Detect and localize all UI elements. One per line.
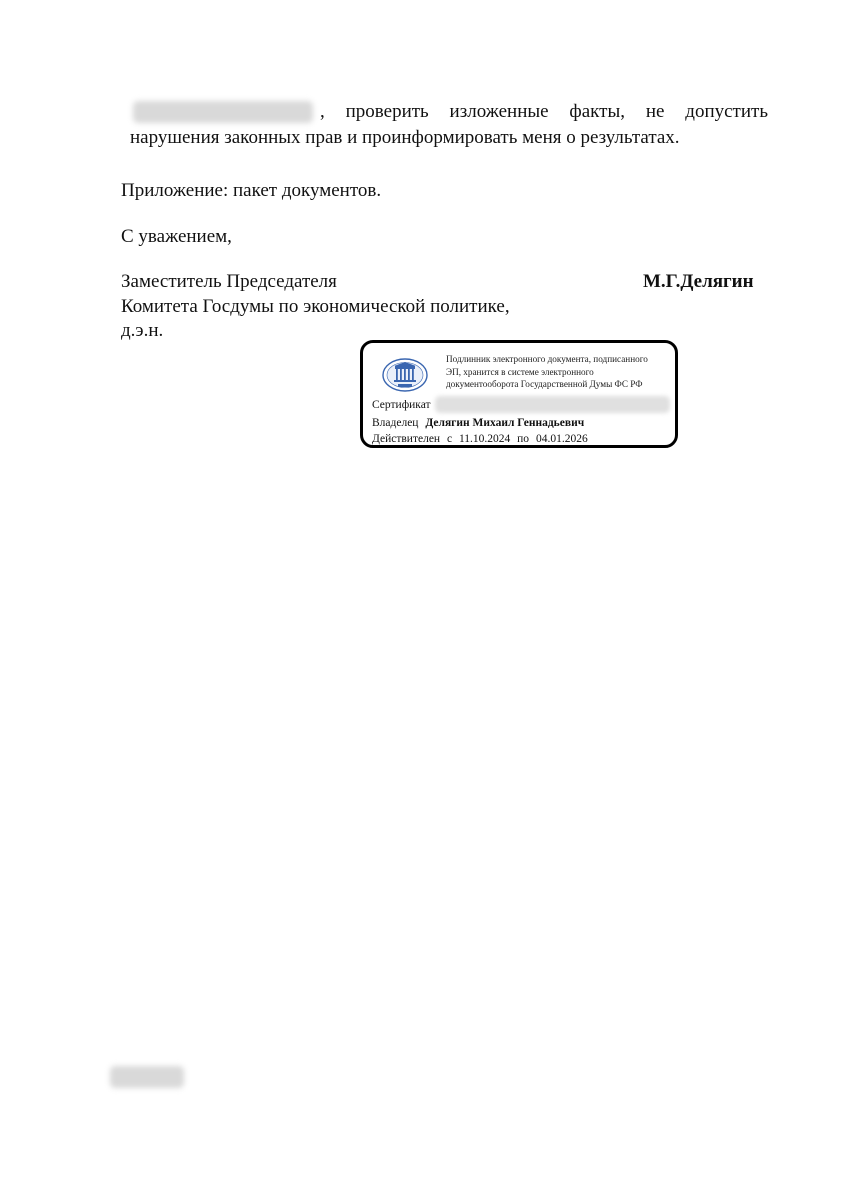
- stamp-validity-row: [372, 432, 588, 446]
- stamp-header-line-3: документооборота Государственной Думы ФС РФ: [446, 379, 643, 389]
- valid-to-prefix: по: [517, 433, 530, 445]
- owner-name: Делягин Михаил Геннадьевич: [425, 417, 585, 429]
- certificate-label: Сертификат: [372, 399, 431, 411]
- paragraph-line-1: [130, 99, 768, 125]
- owner-label: Владелец: [372, 417, 419, 429]
- valid-label: Действителен: [372, 433, 441, 445]
- electronic-signature-stamp: [360, 340, 678, 448]
- signatory-title-line-1: Заместитель Председателя: [121, 271, 337, 292]
- signatory-degree: д.э.н.: [121, 320, 164, 341]
- attachment-line: Приложение: пакет документов.: [121, 180, 382, 201]
- redacted-footer: [110, 1066, 184, 1088]
- stamp-owner-row: [372, 416, 584, 430]
- stamp-header-line-2: ЭП, хранится в системе электронного: [446, 366, 594, 377]
- paragraph-line-2: нарушения законных прав и проинформировать меня о результатах.: [130, 127, 680, 148]
- stamp-header-line-1: Подлинник электронного документа, подписанного: [446, 354, 648, 364]
- redacted-certificate-number: [435, 396, 670, 413]
- valid-from-prefix: с: [446, 433, 453, 445]
- valid-from-date: 11.10.2024: [458, 433, 511, 445]
- valid-to-date: 04.01.2026: [535, 433, 588, 445]
- signatory-name: М.Г.Делягин: [643, 271, 754, 292]
- closing-line: С уважением,: [121, 226, 232, 247]
- stamp-header: [446, 353, 671, 391]
- state-duma-emblem-icon: [381, 357, 429, 393]
- paragraph-line-1-text: , проверить изложенные факты, не допустить: [320, 101, 768, 122]
- stamp-certificate-row: [372, 398, 431, 412]
- signatory-title-line-2: Комитета Госдумы по экономической политике,: [121, 296, 510, 317]
